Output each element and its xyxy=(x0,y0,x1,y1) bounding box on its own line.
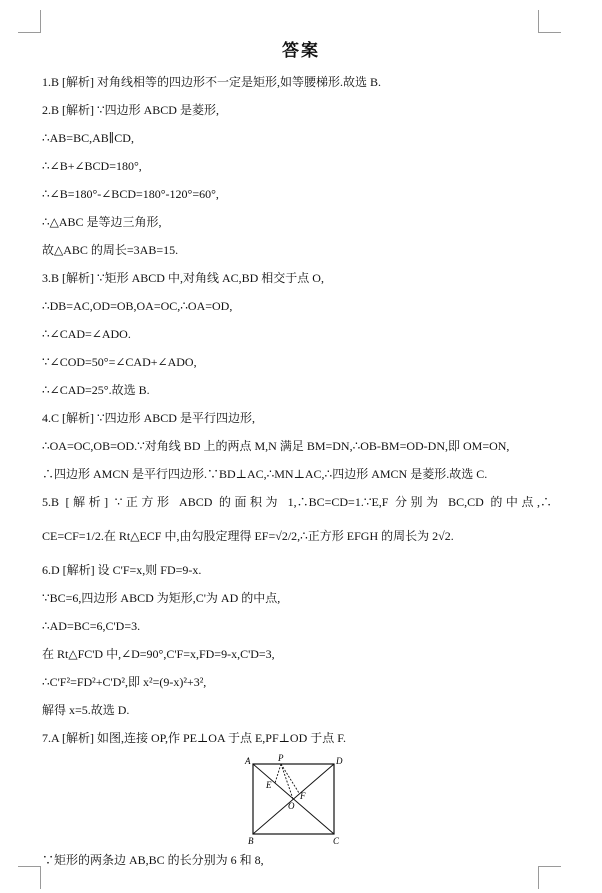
answer-line: 7.A [解析] 如图,连接 OP,作 PE⊥OA 于点 E,PF⊥OD 于点 F. xyxy=(42,731,346,745)
label-a: A xyxy=(245,756,251,766)
answer-line: ∴∠CAD=25°.故选 B. xyxy=(42,383,150,397)
answer-line: 4.C [解析] ∵四边形 ABCD 是平行四边形, xyxy=(42,411,255,425)
label-c: C xyxy=(333,836,340,846)
answer-line: 2.B [解析] ∵四边形 ABCD 是菱形, xyxy=(42,103,219,117)
answer-line: ∴AD=BC=6,C'D=3. xyxy=(42,619,141,633)
label-p: P xyxy=(278,753,284,763)
label-o: O xyxy=(288,801,295,811)
crop-mark-bottom-left xyxy=(18,866,41,889)
label-d: D xyxy=(336,756,343,766)
answer-line: ∴∠B+∠BCD=180°, xyxy=(42,159,142,173)
answer-line: 3.B [解析] ∵矩形 ABCD 中,对角线 AC,BD 相交于点 O, xyxy=(42,271,324,285)
answer-line: ∵∠COD=50°=∠CAD+∠ADO, xyxy=(42,355,197,369)
rectangle-diagram xyxy=(236,752,350,846)
label-b: B xyxy=(248,836,254,846)
segment-pe xyxy=(275,764,281,783)
answer-line: 故△ABC 的周长=3AB=15. xyxy=(42,243,179,257)
answer-line: ∴C'F²=FD²+C'D²,即 x²=(9-x)²+3², xyxy=(42,675,207,689)
answer-line: 解得 x=5.故选 D. xyxy=(42,703,130,717)
page-title: 答案 xyxy=(282,41,320,61)
answer-line: 5.B [解析] ∵正方形 ABCD 的面积为 1,∴BC=CD=1.∵E,F 分别为 BC,CD 的中点,∴ xyxy=(42,495,552,509)
answer-line: ∴∠CAD=∠ADO. xyxy=(42,327,131,341)
answer-line: 1.B [解析] 对角线相等的四边形不一定是矩形,如等腰梯形.故选 B. xyxy=(42,75,382,89)
answer-line: ∴OA=OC,OB=OD.∵对角线 BD 上的两点 M,N 满足 BM=DN,∴OB-BM=OD-DN,即 OM=ON, xyxy=(42,439,510,453)
answer-line: 6.D [解析] 设 C'F=x,则 FD=9-x. xyxy=(42,563,202,577)
answer-line: ∵BC=6,四边形 ABCD 为矩形,C'为 AD 的中点, xyxy=(42,591,281,605)
label-f: F xyxy=(300,791,306,801)
answer-line: ∴∠B=180°-∠BCD=180°-120°=60°, xyxy=(42,187,219,201)
label-e: E xyxy=(266,780,272,790)
answer-line: ∵矩形的两条边 AB,BC 的长分别为 6 和 8, xyxy=(42,853,264,867)
segment-pf xyxy=(281,764,299,793)
crop-mark-top-left xyxy=(18,10,41,33)
answer-line: ∴△ABC 是等边三角形, xyxy=(42,215,162,229)
answer-line: ∴四边形 AMCN 是平行四边形.∵BD⊥AC,∴MN⊥AC,∴四边形 AMCN 是菱形.故选 C. xyxy=(42,467,488,481)
crop-mark-bottom-right xyxy=(538,866,561,889)
answer-line: 在 Rt△FC'D 中,∠D=90°,C'F=x,FD=9-x,C'D=3, xyxy=(42,647,275,661)
answer-line: ∴DB=AC,OD=OB,OA=OC,∴OA=OD, xyxy=(42,299,233,313)
answer-line: ∴AB=BC,AB∥CD, xyxy=(42,131,134,145)
answer-line: CE=CF=1/2.在 Rt△ECF 中,由勾股定理得 EF=√2/2,∴正方形 EFGH 的周长为 2√2. xyxy=(42,529,454,543)
crop-mark-top-right xyxy=(538,10,561,33)
